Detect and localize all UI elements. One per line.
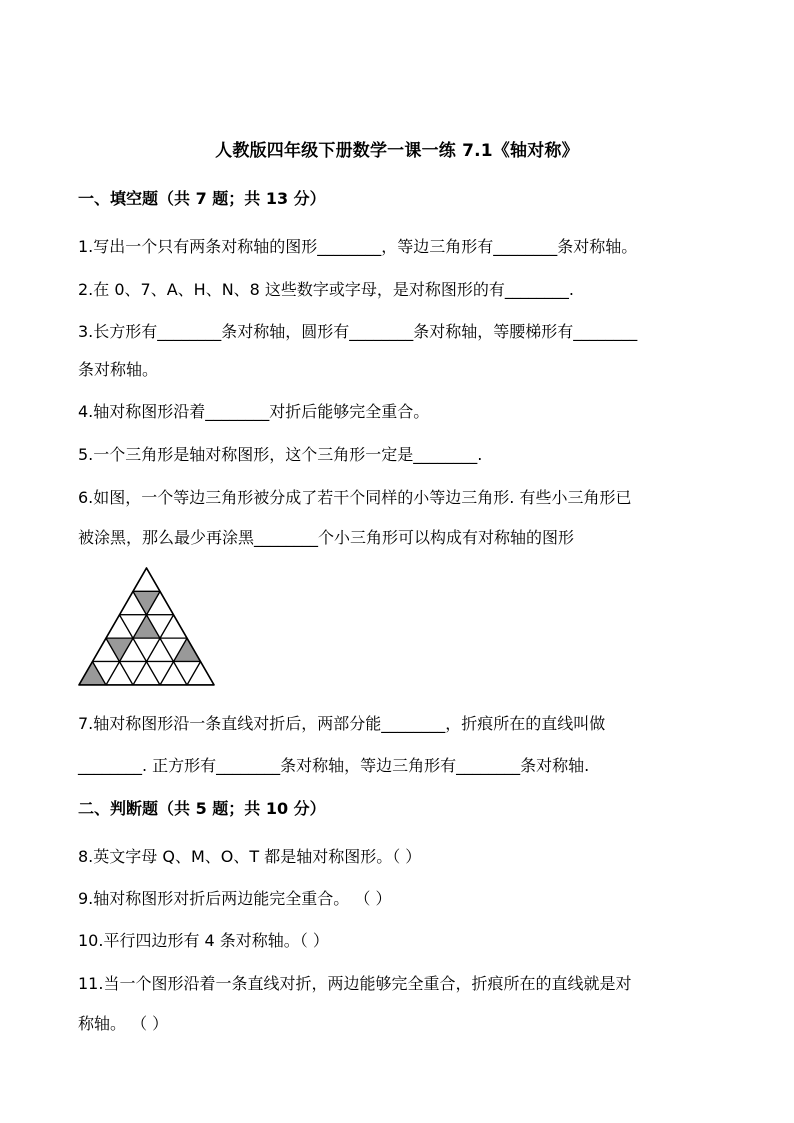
question-3-continued: 条对称轴。	[78, 360, 159, 379]
question-10: 10.平行四边形有 4 条对称轴。（ ）	[78, 931, 329, 950]
question-11: 11.当一个图形沿着一条直线对折，两边能够完全重合，折痕所在的直线就是对	[78, 974, 632, 993]
question-7: 7.轴对称图形沿一条直线对折后，两部分能________，折痕所在的直线叫做	[78, 714, 606, 733]
question-4: 4.轴对称图形沿着________对折后能够完全重合。	[78, 402, 430, 421]
triangle-grid-figure	[76, 566, 216, 692]
question-9: 9.轴对称图形对折后两边能完全重合。 （ ）	[78, 889, 392, 908]
question-3: 3.长方形有________条对称轴，圆形有________条对称轴，等腰梯形有________	[78, 322, 638, 341]
grid-triangle-up	[133, 568, 160, 591]
question-5: 5.一个三角形是轴对称图形，这个三角形一定是________.	[78, 445, 483, 464]
page-title: 人教版四年级下册数学一课一练 7.1《轴对称》	[215, 141, 579, 161]
question-11-continued: 称轴。 （ ）	[78, 1014, 169, 1033]
section-heading-fill-blank: 一、填空题（共 7 题；共 13 分）	[78, 189, 326, 208]
question-8: 8.英文字母 Q、M、O、T 都是轴对称图形。（ ）	[78, 847, 422, 866]
question-6: 6.如图，一个等边三角形被分成了若干个同样的小等边三角形. 有些小三角形已	[78, 488, 632, 507]
section-heading-true-false: 二、判断题（共 5 题；共 10 分）	[78, 799, 326, 818]
question-2: 2.在 0、7、A、H、N、8 这些数字或字母，是对称图形的有________.	[78, 280, 575, 299]
question-1: 1.写出一个只有两条对称轴的图形________，等边三角形有________条对称轴。	[78, 237, 638, 256]
question-7-continued: ________. 正方形有________条对称轴，等边三角形有________条对称轴.	[78, 756, 590, 775]
question-6-continued: 被涂黑，那么最少再涂黑________个小三角形可以构成有对称轴的图形	[78, 528, 575, 547]
